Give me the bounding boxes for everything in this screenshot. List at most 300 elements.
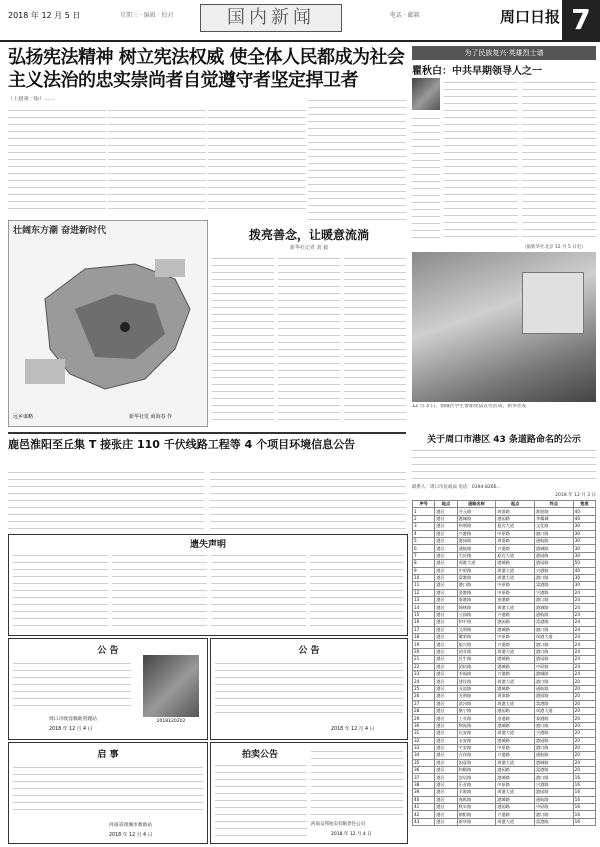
- table-cell: 港区: [435, 515, 457, 522]
- table-cell: 29: [413, 715, 435, 722]
- table-row: [413, 693, 596, 700]
- table-cell: 周港大道: [496, 759, 535, 766]
- table-cell: 10: [413, 574, 435, 581]
- table-cell: 7: [413, 552, 435, 559]
- notice-left-title: 公 告: [97, 646, 119, 656]
- lost-notices-col-3: [211, 551, 306, 631]
- table-header-cell: 起点: [496, 501, 535, 508]
- table-cell: 中原路: [457, 567, 496, 574]
- table-cell: 3: [413, 523, 435, 530]
- table-cell: 20: [573, 730, 595, 737]
- table-cell: 港城路: [496, 663, 535, 670]
- table-cell: 港园路: [534, 789, 573, 796]
- table-row: [413, 508, 596, 515]
- table-cell: 港口路: [534, 811, 573, 818]
- table-row: [413, 619, 596, 626]
- table-cell: 兴港路: [496, 670, 535, 677]
- table-cell: 港城路: [496, 656, 535, 663]
- table-row: [413, 523, 596, 530]
- notice-left-photo-date: 2018120202: [156, 719, 186, 724]
- notice-mid-box: [210, 638, 408, 740]
- table-row: [413, 722, 596, 729]
- table-row: [413, 545, 596, 552]
- table-cell: 港区: [435, 781, 457, 788]
- table-cell: 华耀城: [534, 515, 573, 522]
- lost-notices-col-1: [13, 551, 108, 631]
- table-cell: 16: [573, 774, 595, 781]
- table-cell: 泰港路: [457, 597, 496, 604]
- table-cell: 20: [573, 744, 595, 751]
- table-cell: 30: [573, 523, 595, 530]
- table-cell: 港区: [435, 767, 457, 774]
- table-cell: 17: [413, 626, 435, 633]
- road-announcement-title: 关于周口市港区 43 条道路命名的公示: [427, 435, 581, 445]
- table-cell: 港区: [435, 530, 457, 537]
- issue-date: 2018 年 12 月 5 日: [8, 11, 81, 20]
- table-cell: 周淮路: [496, 693, 535, 700]
- table-cell: 港口路: [534, 597, 573, 604]
- table-cell: 24: [573, 604, 595, 611]
- table-cell: 16: [573, 811, 595, 818]
- table-row: [413, 656, 596, 663]
- table-cell: 港区: [435, 582, 457, 589]
- table-cell: 20: [573, 678, 595, 685]
- table-cell: 港口路: [534, 774, 573, 781]
- road-announcement-body: [412, 446, 596, 484]
- page-header: [0, 0, 600, 42]
- table-cell: 16: [413, 619, 435, 626]
- table-cell: 港区: [435, 619, 457, 626]
- table-cell: 中原路: [496, 530, 535, 537]
- qishi-signer: 河南省项城市救助站: [109, 823, 153, 828]
- map-banner-title: 壮阔东方潮 奋进新时代: [13, 226, 107, 236]
- notice-left-date: 2018 年 12 月 4 日: [49, 727, 93, 732]
- notice-mid-title: 公 告: [298, 646, 320, 656]
- table-cell: 港区: [435, 722, 457, 729]
- table-cell: 周港大道: [534, 634, 573, 641]
- table-cell: 港区: [435, 552, 457, 559]
- table-cell: 港城路: [534, 759, 573, 766]
- table-cell: 平安路: [457, 744, 496, 751]
- table-cell: 淮阳路: [534, 508, 573, 515]
- table-cell: 港区: [435, 752, 457, 759]
- map-right-caption: 新华社发 商海春 作: [129, 414, 173, 420]
- table-cell: 港区: [435, 648, 457, 655]
- commentary-col-2: [278, 254, 340, 426]
- table-row: [413, 648, 596, 655]
- table-cell: 中原路: [496, 582, 535, 589]
- commentary-title: 拨亮善念，让暖意流淌: [248, 228, 369, 242]
- table-cell: 港口路: [534, 626, 573, 633]
- table-cell: 港区: [435, 604, 457, 611]
- table-cell: 30: [413, 722, 435, 729]
- table-cell: 兴港路: [534, 781, 573, 788]
- table-row: [413, 811, 596, 818]
- table-cell: 8: [413, 560, 435, 567]
- table-cell: 24: [413, 678, 435, 685]
- table-cell: 公园路: [457, 611, 496, 618]
- table-cell: 迎宾大道: [496, 552, 535, 559]
- table-cell: 文明路: [457, 626, 496, 633]
- table-cell: 16: [573, 818, 595, 825]
- table-cell: 新华路: [457, 818, 496, 825]
- table-cell: 友谊路: [457, 685, 496, 692]
- table-row: [413, 796, 596, 803]
- table-cell: 40: [573, 515, 595, 522]
- auction-date: 2018 年 12 月 4 日: [331, 832, 372, 837]
- table-cell: 港区: [435, 811, 457, 818]
- table-cell: 富港路: [534, 619, 573, 626]
- heritage-col-1: [444, 78, 518, 243]
- table-cell: 富港路: [534, 700, 573, 707]
- table-cell: 15: [413, 611, 435, 618]
- table-row: [413, 707, 596, 714]
- table-cell: 港城路: [534, 670, 573, 677]
- table-cell: 港区: [435, 759, 457, 766]
- table-cell: 24: [573, 663, 595, 670]
- table-cell: 如意路: [457, 759, 496, 766]
- table-cell: 19: [413, 641, 435, 648]
- table-cell: 30: [573, 574, 595, 581]
- road-table-date: 2018 年 12 月 3 日: [555, 493, 596, 498]
- table-cell: 港园路: [496, 619, 535, 626]
- table-cell: 港区: [435, 626, 457, 633]
- table-row: [413, 597, 596, 604]
- table-cell: 20: [573, 737, 595, 744]
- portrait-photo: [412, 78, 440, 110]
- table-row: [413, 634, 596, 641]
- table-cell: 40: [413, 796, 435, 803]
- table-row: [413, 589, 596, 596]
- road-announcement-contact: 联系人：周口市民政局 电话：0394-8266...: [412, 485, 501, 490]
- table-cell: 38: [413, 781, 435, 788]
- table-cell: 35: [413, 759, 435, 766]
- table-cell: 港城路: [496, 685, 535, 692]
- qishi-box: [8, 742, 208, 844]
- table-row: [413, 574, 596, 581]
- road-naming-table: [412, 500, 596, 842]
- table-cell: 港城路: [534, 545, 573, 552]
- table-cell: 港城路: [534, 604, 573, 611]
- table-cell: 港区: [435, 611, 457, 618]
- table-cell: 25: [413, 685, 435, 692]
- table-row: [413, 759, 596, 766]
- heritage-source: （据新华社北京 12 月 5 日电）: [522, 245, 586, 250]
- notice-mid-body: [215, 659, 403, 719]
- table-cell: 通航路: [534, 752, 573, 759]
- table-cell: 通航路: [534, 611, 573, 618]
- person-photo: [143, 655, 199, 717]
- table-cell: 港区: [435, 715, 457, 722]
- classroom-photo: [412, 252, 596, 402]
- table-cell: 24: [573, 648, 595, 655]
- table-row: [413, 700, 596, 707]
- table-cell: 21: [413, 656, 435, 663]
- table-cell: 永安路: [457, 737, 496, 744]
- table-cell: 港区: [435, 589, 457, 596]
- table-cell: 5: [413, 537, 435, 544]
- table-cell: 港园路: [457, 537, 496, 544]
- table-cell: 物流路: [457, 722, 496, 729]
- table-cell: 港区: [435, 567, 457, 574]
- table-cell: 20: [573, 767, 595, 774]
- photo-caption: 12 月 3 日，鼎城区学生参加宪法宣传活动。新华社发: [412, 404, 527, 409]
- table-cell: 富港路: [534, 767, 573, 774]
- table-cell: 港区: [435, 634, 457, 641]
- table-cell: 周港大道: [496, 700, 535, 707]
- table-cell: 港区: [435, 641, 457, 648]
- table-cell: 周港大道: [457, 560, 496, 567]
- table-cell: 20: [573, 722, 595, 729]
- table-cell: 港园路: [534, 656, 573, 663]
- table-cell: 通航路: [457, 545, 496, 552]
- table-cell: 24: [573, 597, 595, 604]
- table-cell: 31: [413, 730, 435, 737]
- table-cell: 港城路: [496, 722, 535, 729]
- table-row: [413, 530, 596, 537]
- table-cell: 港区: [435, 656, 457, 663]
- table-cell: 创业路: [457, 648, 496, 655]
- table-cell: 30: [573, 537, 595, 544]
- table-cell: 朝阳路: [457, 811, 496, 818]
- table-cell: 港园路: [496, 707, 535, 714]
- table-cell: 13: [413, 597, 435, 604]
- table-cell: 24: [573, 634, 595, 641]
- table-cell: 建设路: [457, 678, 496, 685]
- lead-body-first-line: （上接第一版）……: [8, 96, 55, 102]
- table-cell: 康宁路: [457, 707, 496, 714]
- table-cell: 中原路: [496, 744, 535, 751]
- table-cell: 42: [413, 811, 435, 818]
- photo-banner-graphic: [522, 272, 584, 334]
- table-cell: 港园路: [534, 737, 573, 744]
- map-left-caption: 远乡谋略: [13, 414, 34, 420]
- table-cell: 港园路: [534, 552, 573, 559]
- table-cell: 16: [573, 789, 595, 796]
- table-row: [413, 678, 596, 685]
- table-cell: 20: [573, 693, 595, 700]
- table-cell: 秋实路: [457, 804, 496, 811]
- table-cell: 24: [573, 619, 595, 626]
- table-cell: 泰港路: [534, 715, 573, 722]
- editor-line: 星期三 · 编辑 · 校对: [120, 12, 174, 19]
- table-cell: 港城路: [457, 515, 496, 522]
- table-cell: 港城路: [496, 626, 535, 633]
- table-cell: 港区: [435, 537, 457, 544]
- table-cell: 周港大道: [496, 574, 535, 581]
- table-cell: 港园路: [496, 515, 535, 522]
- table-cell: 港区: [435, 597, 457, 604]
- table-cell: 23: [413, 670, 435, 677]
- table-row: [413, 670, 596, 677]
- table-cell: 20: [573, 700, 595, 707]
- table-cell: 港区: [435, 818, 457, 825]
- table-cell: 港城路: [496, 737, 535, 744]
- table-cell: 24: [573, 656, 595, 663]
- table-cell: 中原路: [496, 589, 535, 596]
- lead-headline: 弘扬宪法精神 树立宪法权威 使全体人民都成为社会主义法治的忠实崇尚者自觉遵守者坚定捍卫者: [8, 47, 405, 91]
- table-cell: 16: [573, 804, 595, 811]
- table-cell: 周港大道: [496, 730, 535, 737]
- auction-body-col-2: [311, 747, 403, 819]
- notice-left-signer: 周口市收容救助管理站: [49, 717, 97, 722]
- table-cell: 金港路: [496, 597, 535, 604]
- paper-logo: 周口日报: [500, 8, 561, 26]
- table-row: [413, 730, 596, 737]
- table-row: [413, 537, 596, 544]
- table-cell: 兴港路: [457, 530, 496, 537]
- table-row: [413, 582, 596, 589]
- table-cell: 兴港路: [534, 589, 573, 596]
- table-cell: 27: [413, 700, 435, 707]
- table-cell: 34: [413, 752, 435, 759]
- lead-body-col-1: [8, 106, 106, 214]
- table-cell: 团结路: [457, 663, 496, 670]
- table-cell: 16: [573, 796, 595, 803]
- table-cell: 周港大道: [496, 789, 535, 796]
- table-cell: 兴港路: [496, 611, 535, 618]
- auction-body-col-1: [215, 761, 307, 839]
- table-cell: 港区: [435, 545, 457, 552]
- table-cell: 迎宾大道: [496, 523, 535, 530]
- china-map-illustration: [15, 239, 201, 409]
- table-cell: 和顺路: [457, 767, 496, 774]
- table-cell: 通航路: [534, 537, 573, 544]
- table-cell: 兴港路: [534, 567, 573, 574]
- table-cell: 文化路: [534, 523, 573, 530]
- table-row: [413, 641, 596, 648]
- power-notice-title: 鹿邑淮阳至丘集 T 接张庄 110 千伏线路工程等 4 个项目环境信息公告: [8, 438, 356, 451]
- table-row: [413, 818, 596, 825]
- table-cell: 41: [413, 804, 435, 811]
- heritage-col-2: [522, 78, 596, 243]
- table-cell: 12: [413, 589, 435, 596]
- table-cell: 港口路: [534, 722, 573, 729]
- table-row: [413, 663, 596, 670]
- table-row: [413, 611, 596, 618]
- table-cell: 30: [573, 545, 595, 552]
- table-row: [413, 685, 596, 692]
- table-cell: 兴港路: [496, 641, 535, 648]
- lead-body-col-4: [308, 96, 406, 224]
- table-cell: 30: [573, 552, 595, 559]
- table-cell: 20: [413, 648, 435, 655]
- table-cell: 通航路: [534, 685, 573, 692]
- table-cell: 港区: [435, 737, 457, 744]
- table-cell: 港区: [435, 693, 457, 700]
- table-cell: 24: [573, 589, 595, 596]
- table-cell: 港口路: [534, 648, 573, 655]
- table-row: [413, 552, 596, 559]
- table-cell: 24: [573, 670, 595, 677]
- table-cell: 20: [573, 707, 595, 714]
- table-cell: 36: [413, 767, 435, 774]
- table-cell: 30: [573, 530, 595, 537]
- table-header-cell: 道路名称: [457, 501, 496, 508]
- table-cell: 兴港路: [496, 752, 535, 759]
- lost-notices-col-2: [112, 551, 207, 631]
- table-cell: 港口路: [534, 744, 573, 751]
- table-cell: 港口路: [457, 582, 496, 589]
- table-cell: 港园路: [534, 560, 573, 567]
- table-cell: 20: [573, 715, 595, 722]
- table-cell: 港区: [435, 789, 457, 796]
- table-cell: 兴港路: [534, 730, 573, 737]
- table-cell: 22: [413, 663, 435, 670]
- table-cell: 繁荣路: [457, 634, 496, 641]
- table-row: [413, 774, 596, 781]
- power-notice-col-1: [8, 468, 204, 530]
- table-cell: 港口路: [534, 530, 573, 537]
- table-cell: 港区: [435, 804, 457, 811]
- header-meta: 电话 · 邮箱: [390, 12, 420, 19]
- power-notice-col-2: [210, 468, 406, 530]
- table-row: [413, 737, 596, 744]
- auction-title: 拍卖公告: [241, 750, 278, 760]
- table-cell: 港口路: [534, 641, 573, 648]
- table-cell: 富港路: [534, 818, 573, 825]
- table-cell: 工业路: [457, 715, 496, 722]
- table-row: [413, 715, 596, 722]
- table-cell: 6: [413, 545, 435, 552]
- table-cell: 光明路: [457, 693, 496, 700]
- table-cell: 40: [573, 567, 595, 574]
- table-cell: 周淮路: [496, 508, 535, 515]
- table-row: [413, 804, 596, 811]
- table-cell: 长安路: [457, 730, 496, 737]
- table-cell: 周港大道: [496, 567, 535, 574]
- table-cell: 大庆路: [457, 552, 496, 559]
- table-cell: 兴港路: [496, 545, 535, 552]
- table-cell: 9: [413, 567, 435, 574]
- table-cell: 18: [413, 634, 435, 641]
- table-cell: 20: [573, 752, 595, 759]
- table-cell: 丰收路: [457, 789, 496, 796]
- table-row: [413, 789, 596, 796]
- table-cell: 港区: [435, 744, 457, 751]
- table-cell: 港区: [435, 678, 457, 685]
- commentary-col-3: [344, 254, 406, 426]
- table-cell: 港城路: [496, 774, 535, 781]
- table-row: [413, 515, 596, 522]
- lost-notices-box: [8, 534, 408, 636]
- table-cell: 20: [573, 759, 595, 766]
- table-row: [413, 781, 596, 788]
- heritage-title: 瞿秋白：中共早期领导人之一: [412, 66, 542, 77]
- table-row: [413, 560, 596, 567]
- table-cell: 1: [413, 508, 435, 515]
- table-cell: 通航路: [534, 796, 573, 803]
- table-cell: 港区: [435, 523, 457, 530]
- table-cell: 滨河路: [457, 700, 496, 707]
- table-cell: 周港大道: [496, 604, 535, 611]
- table-cell: 30: [573, 582, 595, 589]
- commentary-col-1: [212, 254, 274, 426]
- table-cell: 幸福路: [457, 670, 496, 677]
- table-cell: 24: [573, 611, 595, 618]
- table-cell: 富港路: [457, 574, 496, 581]
- auction-signer: 河南众邦拍卖有限责任公司: [311, 822, 365, 827]
- table-cell: 港城路: [496, 560, 535, 567]
- table-cell: 民生路: [457, 656, 496, 663]
- section-divider: [8, 432, 406, 434]
- qishi-date: 2018 年 12 月 4 日: [109, 833, 153, 838]
- table-cell: 周港大道: [496, 818, 535, 825]
- table-cell: 2: [413, 515, 435, 522]
- table-cell: 港园路: [496, 767, 535, 774]
- table-cell: 锦绣路: [457, 604, 496, 611]
- table-header-cell: 序号: [413, 501, 435, 508]
